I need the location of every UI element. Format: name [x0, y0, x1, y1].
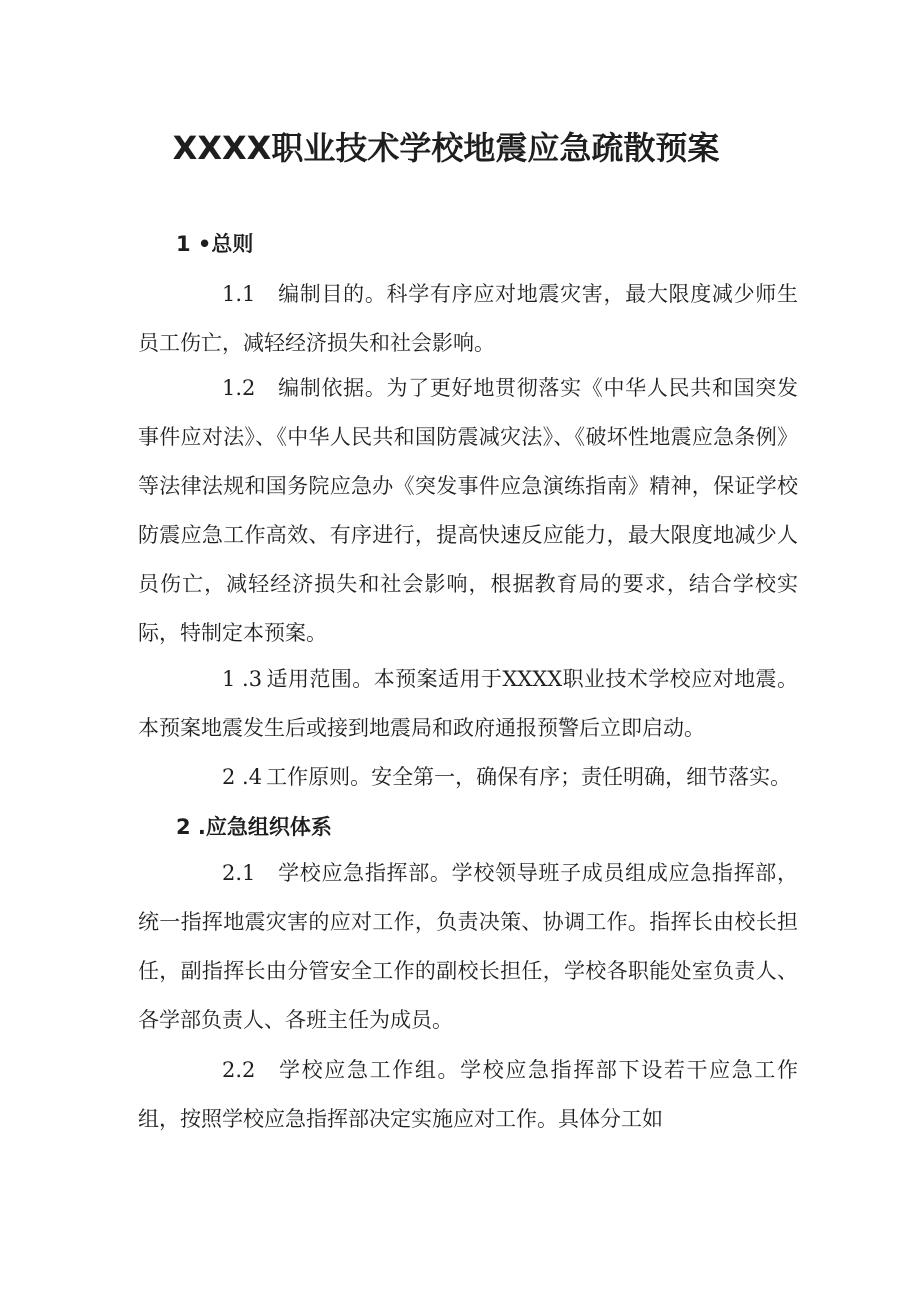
paragraph-number: 1 .3 [222, 667, 263, 691]
paragraph-2-2 [138, 1046, 798, 1144]
section-heading-general: 1 •总则 [176, 232, 254, 256]
paragraph-1-2 [138, 364, 798, 658]
paragraph-text: 学校应急工作组。学校应急指挥部下设若干应急工作组，按照学校应急指挥部决定实施应对工作。具体分工如 [138, 1058, 798, 1131]
paragraph-text: 学校应急指挥部。学校领导班子成员组成应急指挥部，统一指挥地震灾害的应对工作，负责决策、协调工作。指挥长由校长担任，副指挥长由分管安全工作的副校长担任，学校各职能处室负责人、各学部负责人、各班主任为成员。 [138, 861, 798, 1032]
paragraph-2-1 [138, 849, 798, 1045]
document-title: XXXX职业技术学校地震应急疏散预案 [172, 129, 720, 167]
paragraph-number: 2.2 [222, 1058, 256, 1082]
paragraph-text: 编制目的。科学有序应对地震灾害，最大限度减少师生员工伤亡，减轻经济损失和社会影响。 [138, 282, 798, 355]
paragraph-text: 工作原则。安全第一，确保有序；责任明确，细节落实。 [266, 765, 792, 789]
paragraph-1-3 [138, 655, 798, 753]
paragraph-2-4 [138, 753, 798, 802]
paragraph-number: 1.2 [222, 376, 256, 400]
paragraph-number: 1.1 [222, 282, 256, 306]
paragraph-text: 适用范围。本预案适用于XXXX职业技术学校应对地震。本预案地震发生后或接到地震局和政府通报预警后立即启动。 [138, 667, 798, 740]
paragraph-number: 2.1 [222, 861, 256, 885]
paragraph-number: 2 .4 [222, 765, 263, 789]
paragraph-text: 编制依据。为了更好地贯彻落实《中华人民共和国突发事件应对法》、《中华人民共和国防震减灾法》、《破坏性地震应急条例》等法律法规和国务院应急办《突发事件应急演练指南》精神，保证学校防震应急工作高效、有序进行，提高快速反应能力，最大限度地减少人员伤亡，减轻经济损失和社会影响，根据教育局的要求，结合学校实际，特制定本预案。 [138, 376, 798, 645]
section-heading-organization: 2 .应急组织体系 [176, 815, 332, 839]
paragraph-1-1 [138, 270, 798, 368]
